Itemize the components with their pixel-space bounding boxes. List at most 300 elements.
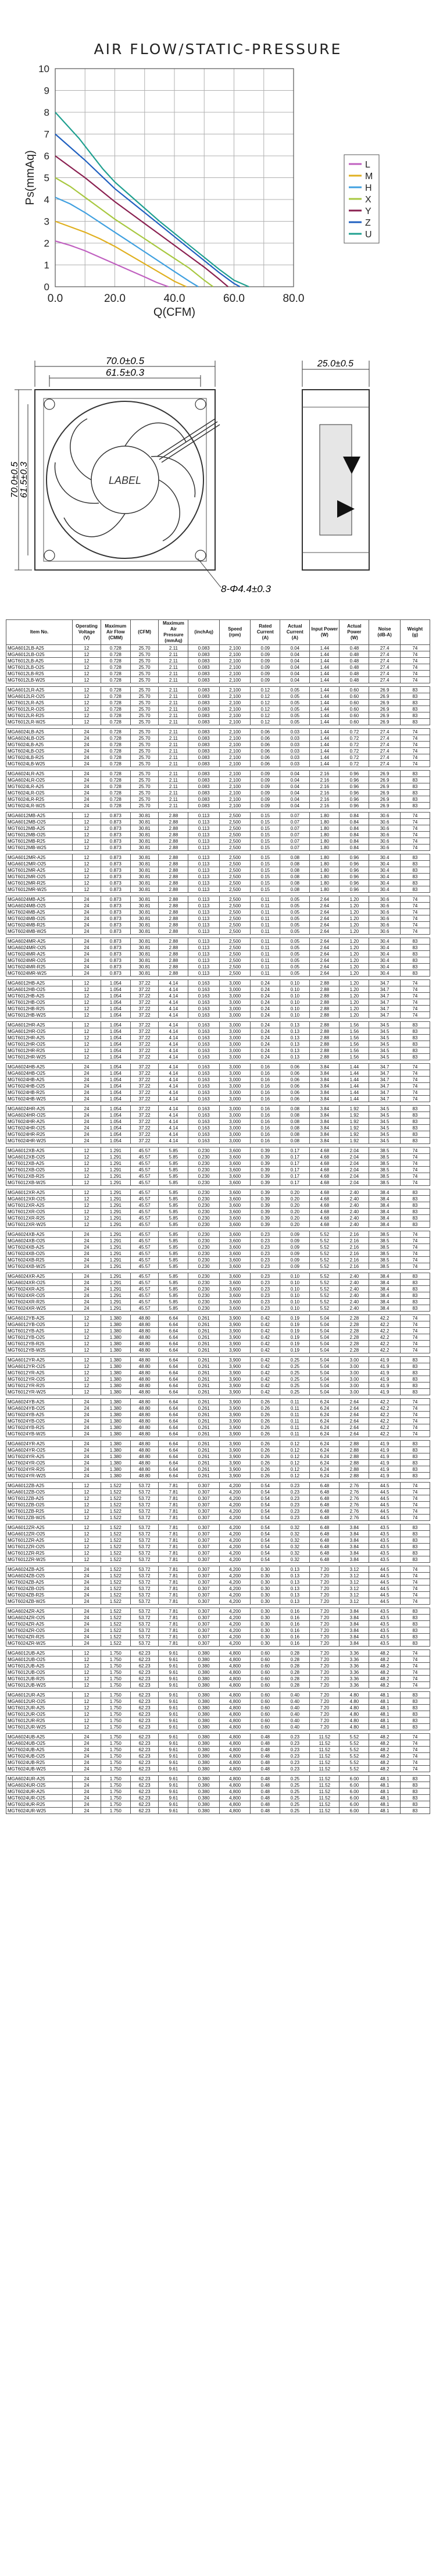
table-cell: 30.81 [130, 903, 159, 909]
table-cell: 5.52 [310, 1231, 339, 1238]
table-cell: 83 [400, 938, 430, 945]
table-cell: 6.64 [159, 1321, 188, 1328]
table-cell: 1.291 [101, 1167, 130, 1173]
table-row [6, 964, 430, 970]
table-cell: 37.22 [130, 1012, 159, 1018]
table-row [6, 1524, 430, 1531]
table-cell: 0.05 [280, 706, 310, 712]
table-cell: 62.23 [130, 1795, 159, 1801]
item-no-cell: MGT6024MB-W25 [6, 928, 73, 935]
table-cell: 1.380 [101, 1370, 130, 1376]
table-cell: 74 [400, 1341, 430, 1347]
table-cell: 0.26 [251, 1466, 280, 1473]
table-cell: 12 [73, 1148, 101, 1154]
table-cell: 0.07 [280, 845, 310, 851]
table-cell: 30.81 [130, 915, 159, 922]
table-cell: 2.64 [310, 938, 339, 945]
item-no-cell: MGT6024UR-O25 [6, 1795, 73, 1801]
table-cell: 3.84 [339, 1556, 369, 1563]
table-cell: 0.15 [251, 854, 280, 861]
table-cell: 0.307 [188, 1515, 219, 1521]
table-row [6, 771, 430, 777]
table-cell: 0.30 [251, 1573, 280, 1579]
table-cell: 0.32 [280, 1550, 310, 1556]
table-cell: 0.48 [251, 1795, 280, 1801]
item-no-cell: MGT6012HB-O25 [6, 999, 73, 1006]
table-cell: 0.48 [251, 1766, 280, 1772]
table-cell: 25.70 [130, 777, 159, 783]
table-cell: 53.72 [130, 1495, 159, 1502]
table-cell: 0.06 [280, 1089, 310, 1096]
table-cell: 24 [73, 1740, 101, 1747]
table-cell: 53.72 [130, 1598, 159, 1605]
table-cell: 24 [73, 1795, 101, 1801]
item-no-cell: MGT6024ZB-W25 [6, 1598, 73, 1605]
table-row [6, 1418, 430, 1424]
table-cell: 12 [73, 832, 101, 838]
table-cell: 12 [73, 880, 101, 886]
table-cell: 83 [400, 1718, 430, 1724]
y-tick-label: 0 [44, 282, 49, 293]
column-header-label: Rated Current [256, 623, 274, 635]
table-cell: 2.88 [159, 880, 188, 886]
table-row [6, 1724, 430, 1730]
table-cell: 53.72 [130, 1615, 159, 1621]
table-cell: 44.5 [369, 1573, 400, 1579]
table-cell: 5.52 [339, 1740, 369, 1747]
table-cell: 2.40 [339, 1286, 369, 1292]
table-cell: 3,900 [219, 1431, 250, 1437]
table-cell: 4.14 [159, 986, 188, 993]
table-cell: 0.26 [251, 1405, 280, 1412]
table-cell: 62.23 [130, 1753, 159, 1759]
table-cell: 9.61 [159, 1747, 188, 1753]
table-cell: 0.113 [188, 951, 219, 957]
table-cell: 0.48 [251, 1753, 280, 1759]
table-row [6, 1148, 430, 1154]
table-cell: 44.5 [369, 1502, 400, 1508]
table-cell: 74 [400, 986, 430, 993]
table-cell: 3,900 [219, 1412, 250, 1418]
table-row [6, 729, 430, 735]
table-row [6, 1064, 430, 1070]
table-cell: 74 [400, 1173, 430, 1180]
table-cell: 3.36 [339, 1656, 369, 1663]
table-cell: 0.09 [280, 1257, 310, 1263]
table-cell: 43.5 [369, 1524, 400, 1531]
table-cell: 0.230 [188, 1280, 219, 1286]
table-cell: 2,500 [219, 896, 250, 903]
table-cell: 0.728 [101, 677, 130, 683]
table-cell: 74 [400, 1592, 430, 1598]
table-cell: 0.13 [280, 1566, 310, 1573]
table-cell: 41.9 [369, 1473, 400, 1479]
table-cell: 0.20 [280, 1189, 310, 1196]
table-cell: 7.20 [310, 1598, 339, 1605]
table-cell: 1.20 [339, 915, 369, 922]
table-cell: 2,500 [219, 922, 250, 928]
table-cell: 4.68 [310, 1209, 339, 1215]
table-cell: 2,500 [219, 886, 250, 893]
table-cell: 4.68 [310, 1167, 339, 1173]
table-cell: 1.054 [101, 1054, 130, 1060]
table-row [6, 1424, 430, 1431]
table-cell: 2.16 [339, 1244, 369, 1250]
table-cell: 83 [400, 1608, 430, 1615]
table-cell: 1.522 [101, 1495, 130, 1502]
table-cell: 0.261 [188, 1431, 219, 1437]
table-cell: 74 [400, 1238, 430, 1244]
table-cell: 9.61 [159, 1705, 188, 1711]
table-cell: 1.380 [101, 1460, 130, 1466]
table-row [6, 1441, 430, 1447]
table-cell: 2.28 [339, 1334, 369, 1341]
table-cell: 0.48 [339, 658, 369, 664]
table-cell: 0.39 [251, 1196, 280, 1202]
table-cell: 37.22 [130, 1041, 159, 1047]
table-row [6, 1483, 430, 1489]
table-cell: 12 [73, 838, 101, 845]
table-cell: 74 [400, 1656, 430, 1663]
table-cell: 2.88 [159, 845, 188, 851]
table-cell: 83 [400, 1544, 430, 1550]
table-cell: 53.72 [130, 1627, 159, 1634]
table-cell: 24 [73, 1447, 101, 1453]
table-cell: 0.230 [188, 1231, 219, 1238]
table-cell: 2,500 [219, 874, 250, 880]
table-cell: 83 [400, 1795, 430, 1801]
table-cell: 83 [400, 1808, 430, 1814]
table-cell: 1.92 [339, 1125, 369, 1131]
table-cell: 3,900 [219, 1453, 250, 1460]
table-cell: 0.728 [101, 671, 130, 677]
table-cell: 1.291 [101, 1238, 130, 1244]
table-cell: 42.2 [369, 1315, 400, 1321]
table-row [6, 1089, 430, 1096]
table-cell: 0.11 [280, 1424, 310, 1431]
table-cell: 0.083 [188, 700, 219, 706]
table-cell: 74 [400, 729, 430, 735]
table-cell: 83 [400, 1118, 430, 1125]
table-cell: 0.163 [188, 1022, 219, 1028]
table-cell: 83 [400, 1305, 430, 1312]
table-cell: 7.81 [159, 1627, 188, 1634]
table-cell: 0.54 [251, 1489, 280, 1495]
table-cell: 37.22 [130, 1138, 159, 1144]
table-cell: 4.14 [159, 1089, 188, 1096]
table-cell: 0.39 [251, 1180, 280, 1186]
table-cell: 1.054 [101, 1112, 130, 1118]
table-cell: 11.52 [310, 1788, 339, 1795]
table-cell: 62.23 [130, 1808, 159, 1814]
table-cell: 1.380 [101, 1376, 130, 1383]
table-row [6, 1711, 430, 1718]
column-header-label: Actual Current [286, 623, 303, 635]
table-cell: 9.61 [159, 1669, 188, 1676]
table-cell: 2.11 [159, 796, 188, 803]
table-cell: 0.307 [188, 1592, 219, 1598]
table-cell: 0.163 [188, 1028, 219, 1035]
table-cell: 48.80 [130, 1334, 159, 1341]
table-cell: 24 [73, 1089, 101, 1096]
table-cell: 30.6 [369, 909, 400, 915]
table-cell: 2,100 [219, 803, 250, 809]
table-cell: 12 [73, 706, 101, 712]
table-cell: 12 [73, 1167, 101, 1173]
table-cell: 1.44 [310, 729, 339, 735]
table-row [6, 761, 430, 767]
table-cell: 34.7 [369, 999, 400, 1006]
table-cell: 0.261 [188, 1405, 219, 1412]
table-cell: 1.44 [310, 651, 339, 658]
table-cell: 74 [400, 1431, 430, 1437]
spec-table [6, 619, 430, 1814]
table-cell: 3.84 [339, 1531, 369, 1537]
table-cell: 12 [73, 1502, 101, 1508]
table-cell: 45.57 [130, 1292, 159, 1299]
table-cell: 24 [73, 1305, 101, 1312]
table-cell: 34.5 [369, 1047, 400, 1054]
table-cell: 24 [73, 1579, 101, 1585]
table-cell: 6.64 [159, 1334, 188, 1341]
table-row [6, 1054, 430, 1060]
item-no-cell: MGT6012MR-R25 [6, 880, 73, 886]
item-no-cell: MGT6024UB-W25 [6, 1766, 73, 1772]
table-cell: 83 [400, 790, 430, 796]
table-cell: 74 [400, 813, 430, 819]
table-row [6, 1167, 430, 1173]
table-cell: 5.52 [310, 1244, 339, 1250]
table-cell: 0.23 [251, 1305, 280, 1312]
table-cell: 12 [73, 1483, 101, 1489]
table-cell: 0.728 [101, 729, 130, 735]
table-row [6, 719, 430, 725]
table-cell: 30.81 [130, 957, 159, 964]
table-cell: 2,500 [219, 813, 250, 819]
table-cell: 3,600 [219, 1263, 250, 1270]
table-cell: 12 [73, 1550, 101, 1556]
table-cell: 12 [73, 1656, 101, 1663]
table-row [6, 1473, 430, 1479]
table-cell: 0.48 [251, 1801, 280, 1808]
table-cell: 26.9 [369, 700, 400, 706]
table-cell: 0.23 [280, 1747, 310, 1753]
table-row [6, 845, 430, 851]
table-cell: 2,500 [219, 825, 250, 832]
table-cell: 34.7 [369, 1083, 400, 1089]
table-cell: 0.728 [101, 771, 130, 777]
table-cell: 0.12 [251, 687, 280, 693]
table-cell: 4,200 [219, 1579, 250, 1585]
item-no-cell: MGT6024UB-A25 [6, 1747, 73, 1753]
table-cell: 6.48 [310, 1489, 339, 1495]
table-cell: 74 [400, 1006, 430, 1012]
item-no-cell: MGA6012XR-O25 [6, 1196, 73, 1202]
table-cell: 1.380 [101, 1399, 130, 1405]
table-cell: 0.09 [251, 796, 280, 803]
table-cell: 0.307 [188, 1556, 219, 1563]
table-cell: 5.85 [159, 1202, 188, 1209]
table-cell: 0.54 [251, 1537, 280, 1544]
item-no-cell: MGA6024XB-O25 [6, 1238, 73, 1244]
table-row [6, 1621, 430, 1627]
table-cell: 2.16 [339, 1250, 369, 1257]
table-cell: 3,900 [219, 1405, 250, 1412]
table-cell: 53.72 [130, 1608, 159, 1615]
table-cell: 2.88 [159, 874, 188, 880]
table-cell: 1.380 [101, 1389, 130, 1395]
table-cell: 6.24 [310, 1424, 339, 1431]
table-cell: 1.80 [310, 832, 339, 838]
table-cell: 3,000 [219, 1083, 250, 1089]
column-header [188, 620, 219, 645]
table-cell: 0.15 [251, 867, 280, 874]
table-cell: 1.380 [101, 1418, 130, 1424]
table-cell: 6.64 [159, 1466, 188, 1473]
table-cell: 0.083 [188, 735, 219, 742]
table-cell: 0.11 [280, 1431, 310, 1437]
table-cell: 42.2 [369, 1347, 400, 1353]
table-cell: 0.083 [188, 706, 219, 712]
table-cell: 1.054 [101, 1077, 130, 1083]
table-row [6, 993, 430, 999]
table-row [6, 1566, 430, 1573]
table-cell: 2.28 [339, 1347, 369, 1353]
table-cell: 1.44 [339, 1096, 369, 1102]
table-cell: 0.16 [251, 1083, 280, 1089]
table-cell: 83 [400, 957, 430, 964]
table-cell: 24 [73, 1125, 101, 1131]
table-cell: 11.52 [310, 1740, 339, 1747]
table-cell: 3,900 [219, 1315, 250, 1321]
table-cell: 0.380 [188, 1747, 219, 1753]
table-cell: 0.12 [251, 700, 280, 706]
table-cell: 3.84 [310, 1118, 339, 1125]
table-row [6, 677, 430, 683]
item-no-cell: MGT6012XB-R25 [6, 1173, 73, 1180]
table-cell: 24 [73, 1573, 101, 1579]
table-cell: 38.5 [369, 1148, 400, 1154]
table-cell: 44.5 [369, 1579, 400, 1585]
table-cell: 38.4 [369, 1292, 400, 1299]
table-row [6, 1608, 430, 1615]
table-cell: 11.52 [310, 1753, 339, 1759]
table-cell: 0.60 [251, 1650, 280, 1656]
table-cell: 2.11 [159, 803, 188, 809]
table-cell: 4.14 [159, 1006, 188, 1012]
table-cell: 0.083 [188, 761, 219, 767]
table-cell: 30.81 [130, 813, 159, 819]
table-cell: 74 [400, 896, 430, 903]
item-no-cell: MGT6012LB-A25 [6, 658, 73, 664]
table-cell: 3,000 [219, 1125, 250, 1131]
table-cell: 0.873 [101, 964, 130, 970]
table-cell: 0.113 [188, 874, 219, 880]
table-cell: 1.522 [101, 1544, 130, 1550]
table-cell: 3.00 [339, 1383, 369, 1389]
item-no-cell: MGA6012UR-O25 [6, 1698, 73, 1705]
item-no-cell: MGT6012ZB-R25 [6, 1508, 73, 1515]
table-cell: 6.24 [310, 1466, 339, 1473]
table-cell: 5.85 [159, 1238, 188, 1244]
table-cell: 0.16 [251, 1118, 280, 1125]
table-cell: 7.81 [159, 1537, 188, 1544]
table-cell: 5.85 [159, 1286, 188, 1292]
table-cell: 45.57 [130, 1173, 159, 1180]
table-cell: 7.81 [159, 1608, 188, 1615]
table-row [6, 1627, 430, 1634]
table-cell: 7.81 [159, 1598, 188, 1605]
table-cell: 1.054 [101, 980, 130, 986]
item-no-cell: MGT6012HB-A25 [6, 993, 73, 999]
table-cell: 1.20 [339, 964, 369, 970]
table-cell: 0.42 [251, 1357, 280, 1363]
table-cell: 0.261 [188, 1347, 219, 1353]
table-cell: 0.25 [280, 1383, 310, 1389]
item-no-cell: MGT6012HR-A25 [6, 1035, 73, 1041]
table-cell: 0.083 [188, 790, 219, 796]
table-cell: 74 [400, 748, 430, 754]
table-cell: 24 [73, 1244, 101, 1250]
table-cell: 1.054 [101, 1006, 130, 1012]
item-no-cell: MGT6012YB-W25 [6, 1347, 73, 1353]
table-cell: 74 [400, 1734, 430, 1740]
table-cell: 2,100 [219, 693, 250, 700]
table-row [6, 1766, 430, 1772]
table-cell: 0.96 [339, 771, 369, 777]
table-cell: 0.380 [188, 1705, 219, 1711]
table-cell: 0.42 [251, 1341, 280, 1347]
table-cell: 2.11 [159, 658, 188, 664]
table-cell: 0.07 [280, 819, 310, 825]
table-cell: 12 [73, 854, 101, 861]
table-cell: 26.9 [369, 687, 400, 693]
table-cell: 44.5 [369, 1585, 400, 1592]
table-cell: 4,800 [219, 1682, 250, 1688]
table-cell: 0.15 [251, 874, 280, 880]
table-cell: 0.39 [251, 1209, 280, 1215]
table-cell: 24 [73, 1598, 101, 1605]
table-cell: 48.80 [130, 1341, 159, 1347]
table-cell: 83 [400, 1286, 430, 1292]
table-cell: 0.163 [188, 1077, 219, 1083]
table-cell: 1.20 [339, 909, 369, 915]
table-cell: 83 [400, 1724, 430, 1730]
table-cell: 3.36 [339, 1663, 369, 1669]
table-cell: 83 [400, 796, 430, 803]
table-cell: 9.61 [159, 1656, 188, 1663]
table-cell: 0.261 [188, 1389, 219, 1395]
item-no-cell: MGT6024MB-R25 [6, 922, 73, 928]
table-cell: 48.1 [369, 1705, 400, 1711]
table-row [6, 706, 430, 712]
table-cell: 74 [400, 1321, 430, 1328]
table-cell: 12 [73, 1047, 101, 1054]
item-no-cell: MGA6012ZB-A25 [6, 1483, 73, 1489]
table-row [6, 1273, 430, 1280]
table-cell: 5.85 [159, 1292, 188, 1299]
table-cell: 1.380 [101, 1347, 130, 1353]
table-cell: 6.64 [159, 1341, 188, 1347]
table-cell: 5.85 [159, 1257, 188, 1263]
table-cell: 74 [400, 1508, 430, 1515]
table-cell: 1.80 [310, 880, 339, 886]
item-no-cell: MGA6024HB-A25 [6, 1064, 73, 1070]
table-cell: 0.96 [339, 867, 369, 874]
table-cell: 74 [400, 645, 430, 651]
table-cell: 1.80 [310, 845, 339, 851]
table-cell: 0.230 [188, 1196, 219, 1202]
